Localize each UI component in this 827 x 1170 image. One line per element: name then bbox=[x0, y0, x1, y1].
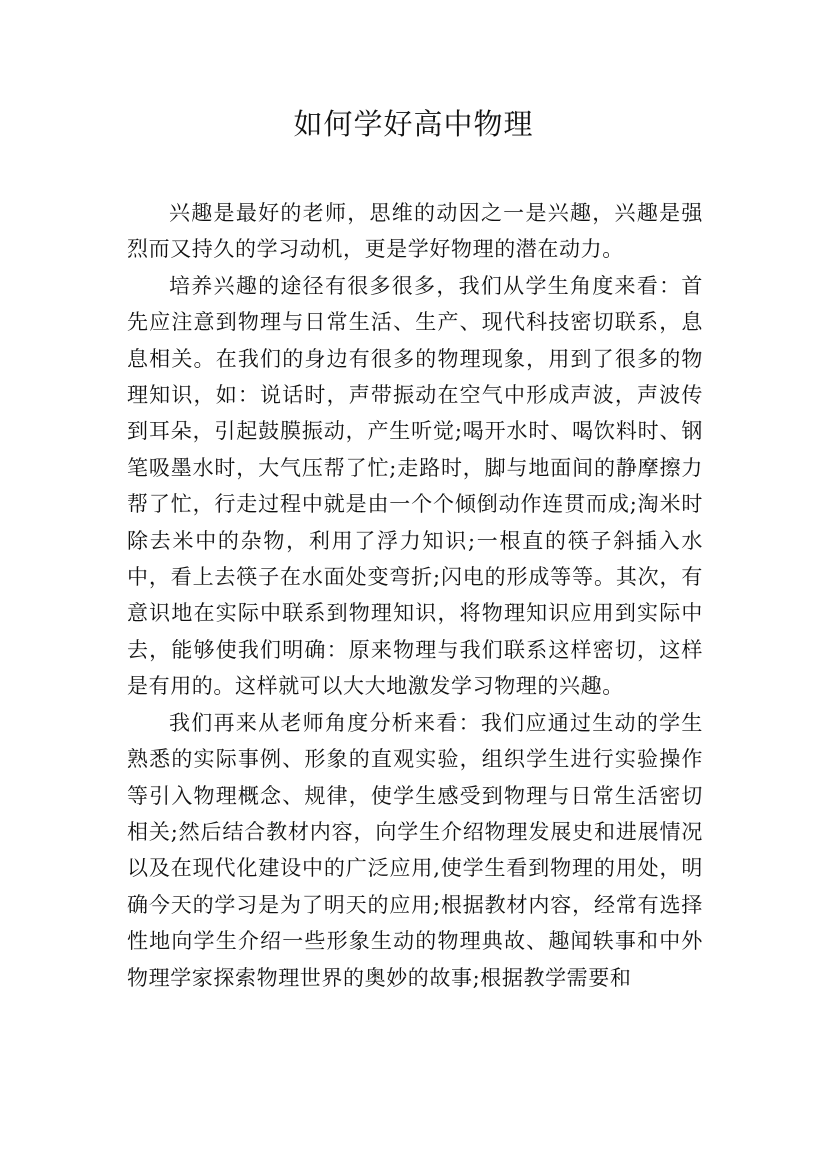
paragraph-2: 培养兴趣的途径有很多很多，我们从学生角度来看：首先应注意到物理与日常生活、生产、现代科技密切联系，息息相关。在我们的身边有很多的物理现象，用到了很多的物理知识，如：说话时，声带振动在空气中形成声波，声波传到耳朵，引起鼓膜振动，产生听觉;喝开水时、喝饮料时、钢笔吸墨水时，大气压帮了忙;走路时，脚与地面间的静摩擦力帮了忙，行走过程中就是由一个个倾倒动作连贯而成;淘米时除去米中的杂物，利用了浮力知识;一根直的筷子斜插入水中，看上去筷子在水面处变弯折;闪电的形成等等。其次，有意识地在实际中联系到物理知识，将物理知识应用到实际中去，能够使我们明确：原来物理与我们联系这样密切，这样是有用的。这样就可以大大地激发学习物理的兴趣。 bbox=[127, 273, 703, 699]
document-body bbox=[127, 195, 703, 996]
paragraph-3: 我们再来从老师角度分析来看：我们应通过生动的学生熟悉的实际事例、形象的直观实验，组织学生进行实验操作等引入物理概念、规律，使学生感受到物理与日常生活密切相关;然后结合教材内容，向学生介绍物理发展史和进展情况以及在现代化建设中的广泛应用,使学生看到物理的用处，明确今天的学习是为了明天的应用;根据教材内容，经常有选择性地向学生介绍一些形象生动的物理典故、趣闻轶事和中外物理学家探索物理世界的奥妙的故事;根据教学需要和 bbox=[127, 710, 703, 990]
document-title: 如何学好高中物理 bbox=[293, 107, 534, 141]
paragraph-1: 兴趣是最好的老师，思维的动因之一是兴趣，兴趣是强烈而又持久的学习动机，更是学好物理的潜在动力。 bbox=[127, 201, 703, 262]
